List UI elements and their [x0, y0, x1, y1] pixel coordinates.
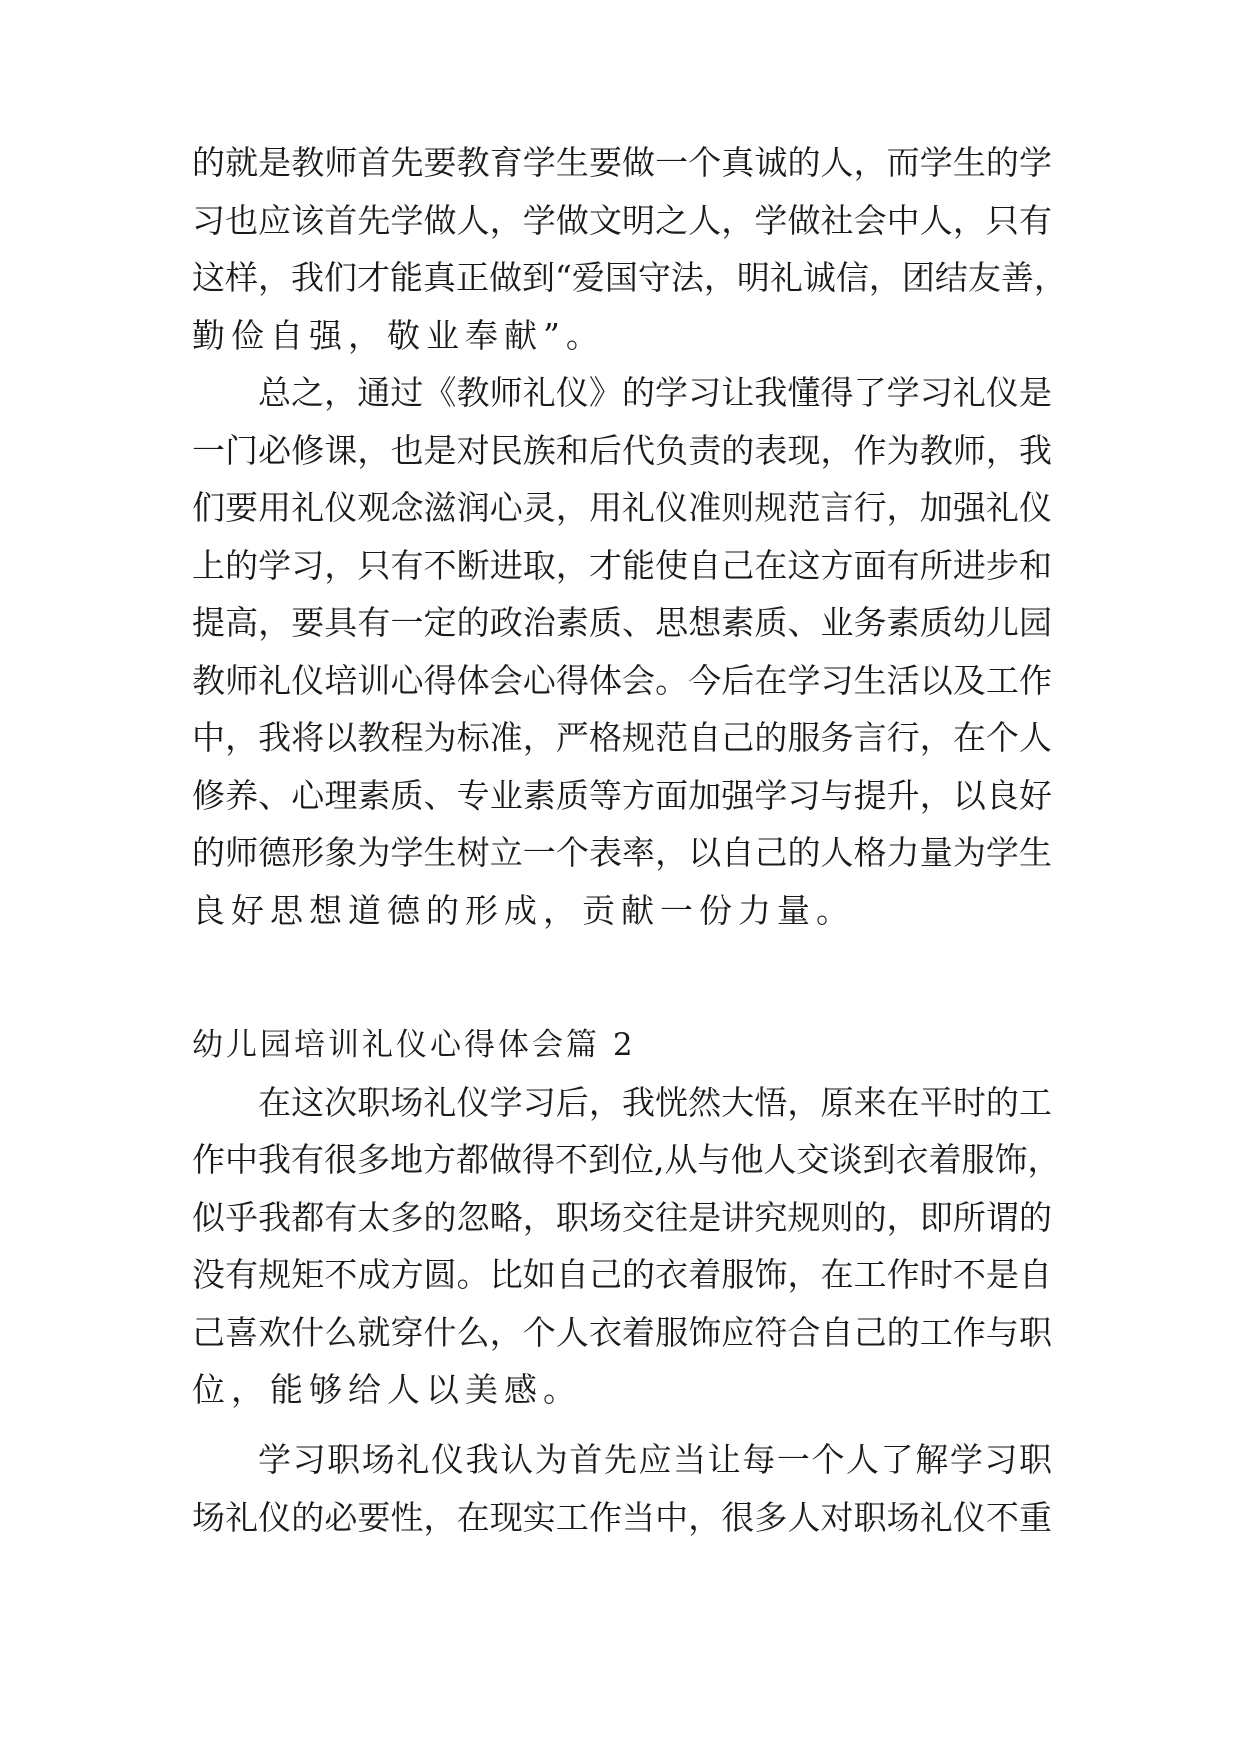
text-line: 提高，要具有一定的政治素质、思想素质、业务素质幼儿园	[192, 603, 1052, 642]
text-line: 作中我有很多地方都做得不到位,从与他人交谈到衣着服饰，	[192, 1140, 1061, 1179]
section-heading: 幼儿园培训礼仪心得体会篇 2	[192, 1027, 636, 1063]
text-line: 上的学习，只有不断进取，才能使自己在这方面有所进步和	[192, 546, 1052, 585]
text-line: 没有规矩不成方圆。比如自己的衣着服饰，在工作时不是自	[192, 1255, 1052, 1294]
text-line: 似乎我都有太多的忽略，职场交往是讲究规则的，即所谓的	[192, 1198, 1052, 1237]
text-line: 总之，通过《教师礼仪》的学习让我懂得了学习礼仪是	[258, 373, 1052, 412]
text-line: 这样，我们才能真正做到“爱国守法，明礼诚信，团结友善，	[192, 258, 1067, 297]
text-line: 教师礼仪培训心得体会心得体会。今后在学习生活以及工作	[192, 661, 1052, 700]
text-line: 位，能够给人以美感。	[192, 1370, 582, 1409]
text-line: 一门必修课，也是对民族和后代负责的表现，作为教师，我	[192, 431, 1052, 470]
text-line: 场礼仪的必要性，在现实工作当中，很多人对职场礼仪不重	[192, 1498, 1052, 1537]
text-line: 的就是教师首先要教育学生要做一个真诚的人，而学生的学	[192, 143, 1052, 182]
text-line: 的师德形象为学生树立一个表率，以自己的人格力量为学生	[192, 833, 1052, 872]
text-line: 们要用礼仪观念滋润心灵，用礼仪准则规范言行，加强礼仪	[192, 488, 1052, 527]
text-line: 学习职场礼仪我认为首先应当让每一个人了解学习职	[258, 1440, 1052, 1479]
text-line: 良好思想道德的形成，贡献一份力量。	[192, 891, 855, 930]
text-line: 修养、心理素质、专业素质等方面加强学习与提升，以良好	[192, 776, 1052, 815]
text-line: 勤俭自强，敬业奉献”。	[192, 316, 605, 355]
text-line: 在这次职场礼仪学习后，我恍然大悟，原来在平时的工	[258, 1083, 1052, 1122]
text-line: 习也应该首先学做人，学做文明之人，学做社会中人，只有	[192, 201, 1052, 240]
text-line: 己喜欢什么就穿什么，个人衣着服饰应符合自己的工作与职	[192, 1313, 1052, 1352]
text-line: 中，我将以教程为标准，严格规范自己的服务言行，在个人	[192, 718, 1052, 757]
